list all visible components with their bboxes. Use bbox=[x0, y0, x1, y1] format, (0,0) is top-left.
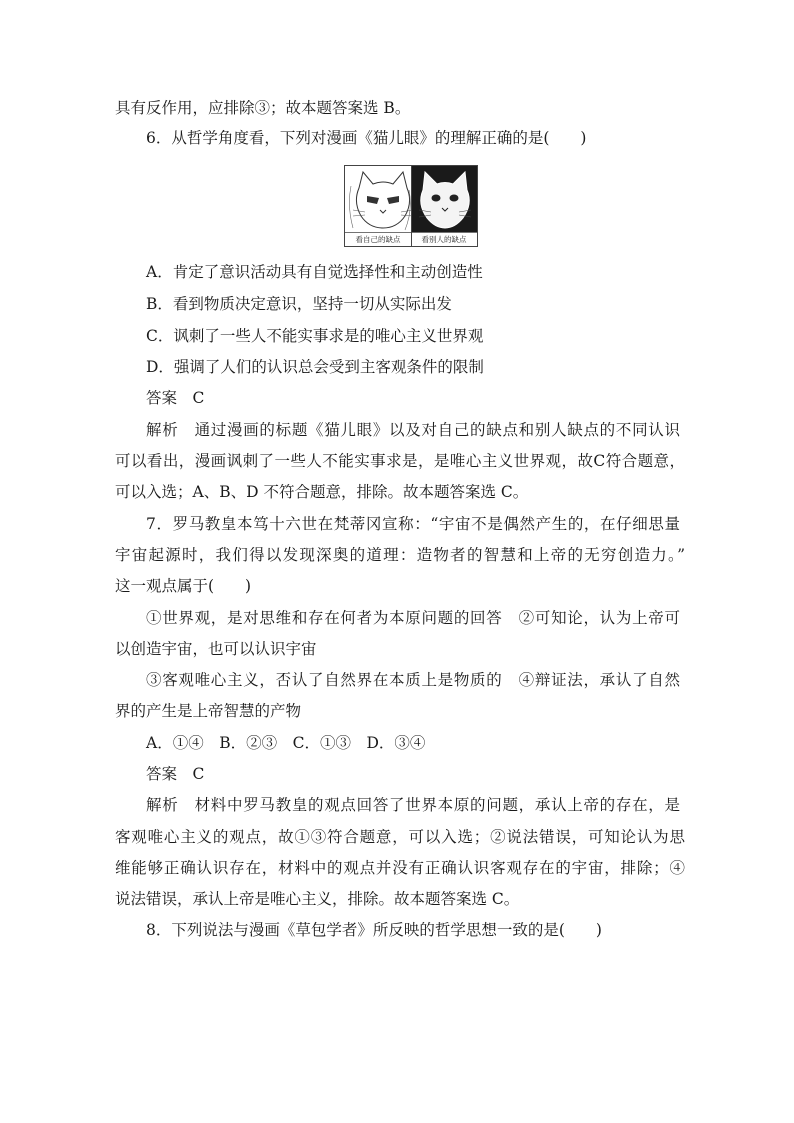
analysis-6-line: 解析 通过漫画的标题《猫儿眼》以及对自己的缺点和别人缺点的不同认识 bbox=[146, 421, 680, 439]
cartoon-cat-eyes bbox=[344, 165, 478, 247]
analysis-6-line: 可以看出，漫画讽刺了一些人不能实事求是，是唯心主义世界观，故C符合题意， bbox=[115, 452, 685, 470]
option-c: C．讽刺了一些人不能实事求是的唯心主义世界观 bbox=[146, 327, 484, 345]
statement-line: ③客观唯心主义，否认了自然界在本质上是物质的 ④辩证法，承认了自然 bbox=[146, 671, 680, 689]
statement-line: 界的产生是上帝智慧的产物 bbox=[115, 702, 302, 720]
cartoon-left-caption: 看自己的缺点 bbox=[355, 235, 401, 244]
analysis-7-line: 说法错误，承认上帝是唯心主义，排除。故本题答案选 C。 bbox=[115, 890, 520, 908]
answer-7: 答案 C bbox=[146, 765, 205, 783]
question-7-stem: 这一观点属于( ) bbox=[115, 577, 252, 595]
question-6-stem: 6．从哲学角度看，下列对漫画《猫儿眼》的理解正确的是( ) bbox=[146, 129, 587, 147]
analysis-7-line: 客观唯心主义的观点，故①③符合题意，可以入选；②说法错误，可知论认为思 bbox=[115, 828, 685, 846]
left-cat-drawing bbox=[349, 172, 413, 230]
answer-6: 答案 C bbox=[146, 389, 205, 407]
question-8-stem: 8．下列说法与漫画《草包学者》所反映的哲学思想一致的是( ) bbox=[146, 921, 602, 939]
option-b: B．看到物质决定意识，坚持一切从实际出发 bbox=[146, 295, 452, 313]
text-line: 具有反作用，应排除③；故本题答案选 B。 bbox=[115, 99, 411, 117]
option-d: D．强调了人们的认识总会受到主客观条件的限制 bbox=[146, 358, 484, 376]
analysis-7-line: 解析 材料中罗马教皇的观点回答了世界本原的问题，承认上帝的存在，是 bbox=[146, 796, 680, 814]
question-7-stem: 7．罗马教皇本笃十六世在梵蒂冈宣称：“宇宙不是偶然产生的，在仔细思量 bbox=[146, 515, 680, 533]
analysis-7-line: 维能够正确认识存在，材料中的观点并没有正确认识客观存在的宇宙，排除；④ bbox=[115, 859, 685, 877]
question-7-stem: 宇宙起源时，我们得以发现深奥的道理：造物者的智慧和上帝的无穷创造力。” bbox=[115, 546, 685, 564]
analysis-6-line: 可以入选；A、B、D 不符合题意，排除。故本题答案选 C。 bbox=[115, 483, 529, 501]
option-a: A．肯定了意识活动具有自觉选择性和主动创造性 bbox=[146, 263, 483, 281]
statement-line: 以创造宇宙，也可以认识宇宙 bbox=[115, 640, 317, 658]
cartoon-right-caption: 看别人的缺点 bbox=[421, 235, 467, 244]
options-7: A．①④ B．②③ C．①③ D．③④ bbox=[146, 734, 426, 752]
statement-line: ①世界观，是对思维和存在何者为本原问题的回答 ②可知论，认为上帝可 bbox=[146, 609, 680, 627]
